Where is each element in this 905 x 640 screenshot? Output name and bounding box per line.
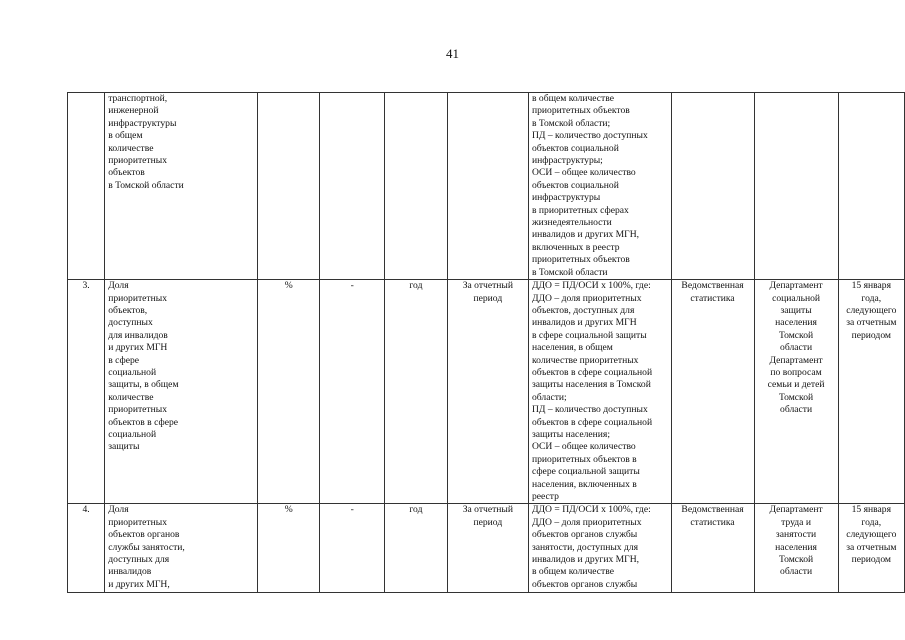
responsible-cell (754, 93, 838, 280)
dynamics-cell: - (320, 504, 385, 593)
formula-cell: ДДО = ПД/ОСИ x 100%, где: ДДО – доля приоритетных объектов органов службы занятости, доступных для инвалидов и других МГН, в общем количестве объектов органов службы (528, 504, 671, 593)
deadline-cell: 15 января года, следующего за отчетным периодом (838, 280, 904, 504)
row-number-cell (68, 93, 105, 280)
periodicity-cell (385, 93, 448, 280)
formula-cell: ДДО = ПД/ОСИ x 100%, где: ДДО – доля приоритетных объектов, доступных для инвалидов и других МГН в сфере социальной защиты населения, в общем количестве приоритетных объектов в сфере социальной защиты населения в Томской области; ПД – количество доступных объектов в сфере социальной защиты населения; ОСИ – общее количество приоритетных объектов в сфере социальной защиты населения, включенных в реестр (528, 280, 671, 504)
unit-cell: % (258, 504, 320, 593)
indicator-name-cell: транспортной, инженерной инфраструктуры в общем количестве приоритетных объектов в Томской области (105, 93, 258, 280)
responsible-cell: Департамент социальной защиты населения Томской области Департамент по вопросам семьи и детей Томской области (754, 280, 838, 504)
unit-cell: % (258, 280, 320, 504)
table-row (68, 504, 905, 593)
dynamics-cell (320, 93, 385, 280)
table-row (68, 280, 905, 504)
time-characteristic-cell: За отчетный период (447, 504, 528, 593)
formula-cell: в общем количестве приоритетных объектов в Томской области; ПД – количество доступных объектов социальной инфраструктуры; ОСИ – общее количество объектов социальной инфраструктуры в приоритетных сферах жизнедеятельности инвалидов и других МГН, включенных в реестр приоритетных объектов в Томской области (528, 93, 671, 280)
data-source-cell: Ведомственная статистика (671, 504, 754, 593)
data-source-cell: Ведомственная статистика (671, 280, 754, 504)
indicators-table (67, 92, 905, 593)
dynamics-cell: - (320, 280, 385, 504)
deadline-cell (838, 93, 904, 280)
unit-cell (258, 93, 320, 280)
indicator-name-cell: Доля приоритетных объектов органов службы занятости, доступных для инвалидов и других МГН, (105, 504, 258, 593)
page-number: 41 (446, 46, 459, 61)
time-characteristic-cell (447, 93, 528, 280)
indicator-name-cell: Доля приоритетных объектов, доступных для инвалидов и других МГН в сфере социальной защиты, в общем количестве приоритетных объектов в сфере социальной защиты (105, 280, 258, 504)
periodicity-cell: год (385, 280, 448, 504)
deadline-cell: 15 января года, следующего за отчетным периодом (838, 504, 904, 593)
row-number-cell: 3. (68, 280, 105, 504)
data-source-cell (671, 93, 754, 280)
periodicity-cell: год (385, 504, 448, 593)
row-number-cell: 4. (68, 504, 105, 593)
time-characteristic-cell: За отчетный период (447, 280, 528, 504)
responsible-cell: Департамент труда и занятости населения Томской области (754, 504, 838, 593)
table-row (68, 93, 905, 280)
